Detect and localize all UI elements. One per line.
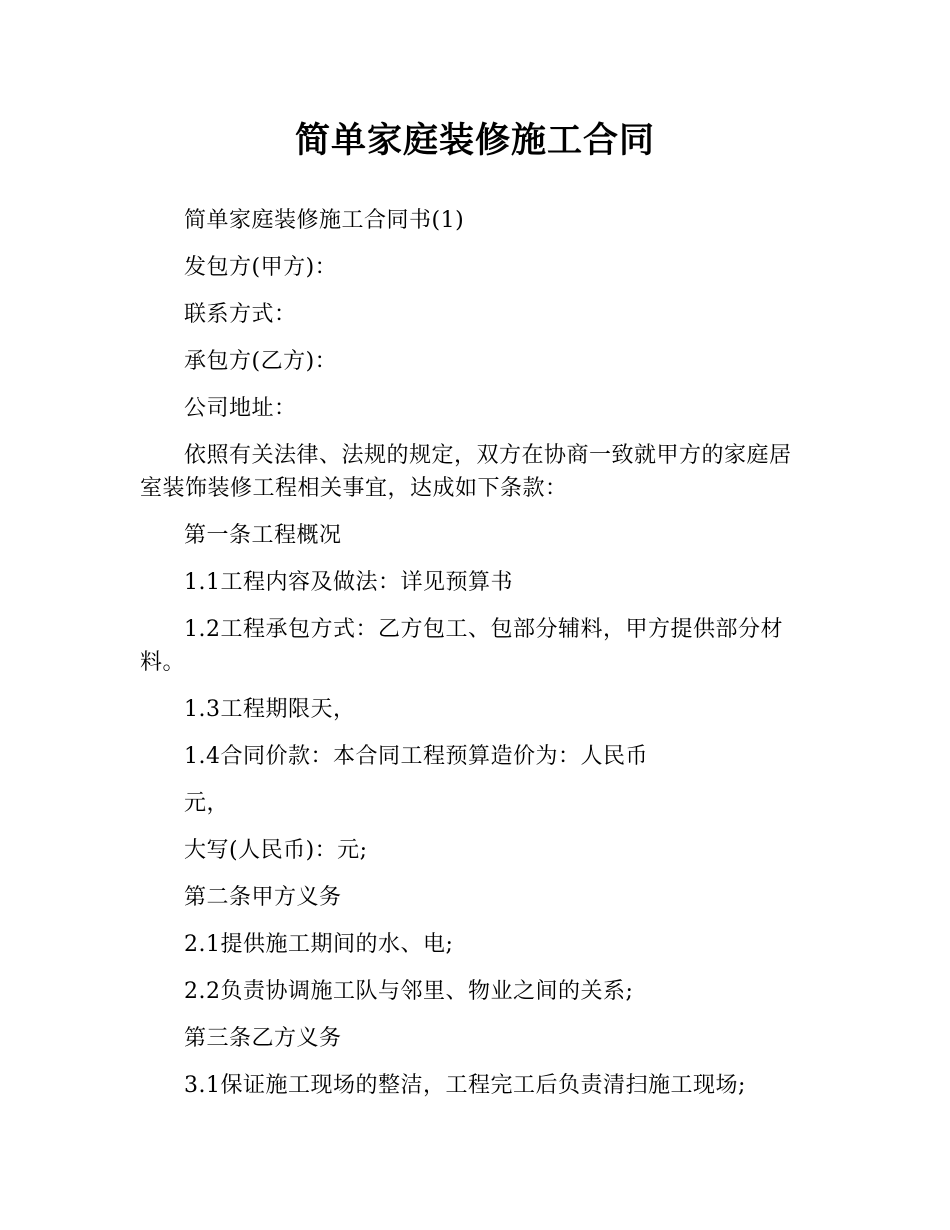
paragraph-clause-1-4: 1.4合同价款：本合同工程预算造价为：人民币 (184, 744, 648, 769)
document-body (140, 204, 810, 1116)
paragraph-clause-1-1: 1.1工程内容及做法：详见预算书 (184, 570, 513, 595)
paragraph-party-b: 承包方(乙方)： (184, 349, 338, 374)
paragraph-clause-3-1: 3.1保证施工现场的整洁，工程完工后负责清扫施工现场; (184, 1073, 746, 1098)
paragraph-contact: 联系方式： (184, 302, 297, 327)
paragraph-article-1-heading: 第一条工程概况 (184, 523, 342, 548)
paragraph-clause-2-2: 2.2负责协调施工队与邻里、物业之间的关系; (184, 979, 634, 1004)
paragraph-clause-1-2: 1.2工程承包方式：乙方包工、包部分辅料，甲方提供部分材料。 (140, 617, 783, 675)
paragraph-yuan: 元， (184, 791, 230, 816)
paragraph-party-a: 发包方(甲方)： (184, 255, 338, 280)
paragraph-clause-1-3: 1.3工程期限天， (184, 697, 356, 722)
paragraph-company-address: 公司地址： (184, 396, 297, 421)
document-title: 简单家庭装修施工合同 (294, 121, 655, 161)
paragraph-article-3-heading: 第三条乙方义务 (184, 1026, 342, 1051)
paragraph-contract-book: 简单家庭装修施工合同书(1) (184, 208, 465, 233)
paragraph-article-2-heading: 第二条甲方义务 (184, 885, 342, 910)
paragraph-amount-in-words: 大写(人民币)：元; (184, 838, 368, 863)
paragraph-preamble: 依照有关法律、法规的规定，双方在协商一致就甲方的家庭居室装饰装修工程相关事宜，达成如下条款： (140, 443, 792, 501)
paragraph-clause-2-1: 2.1提供施工期间的水、电; (184, 932, 454, 957)
